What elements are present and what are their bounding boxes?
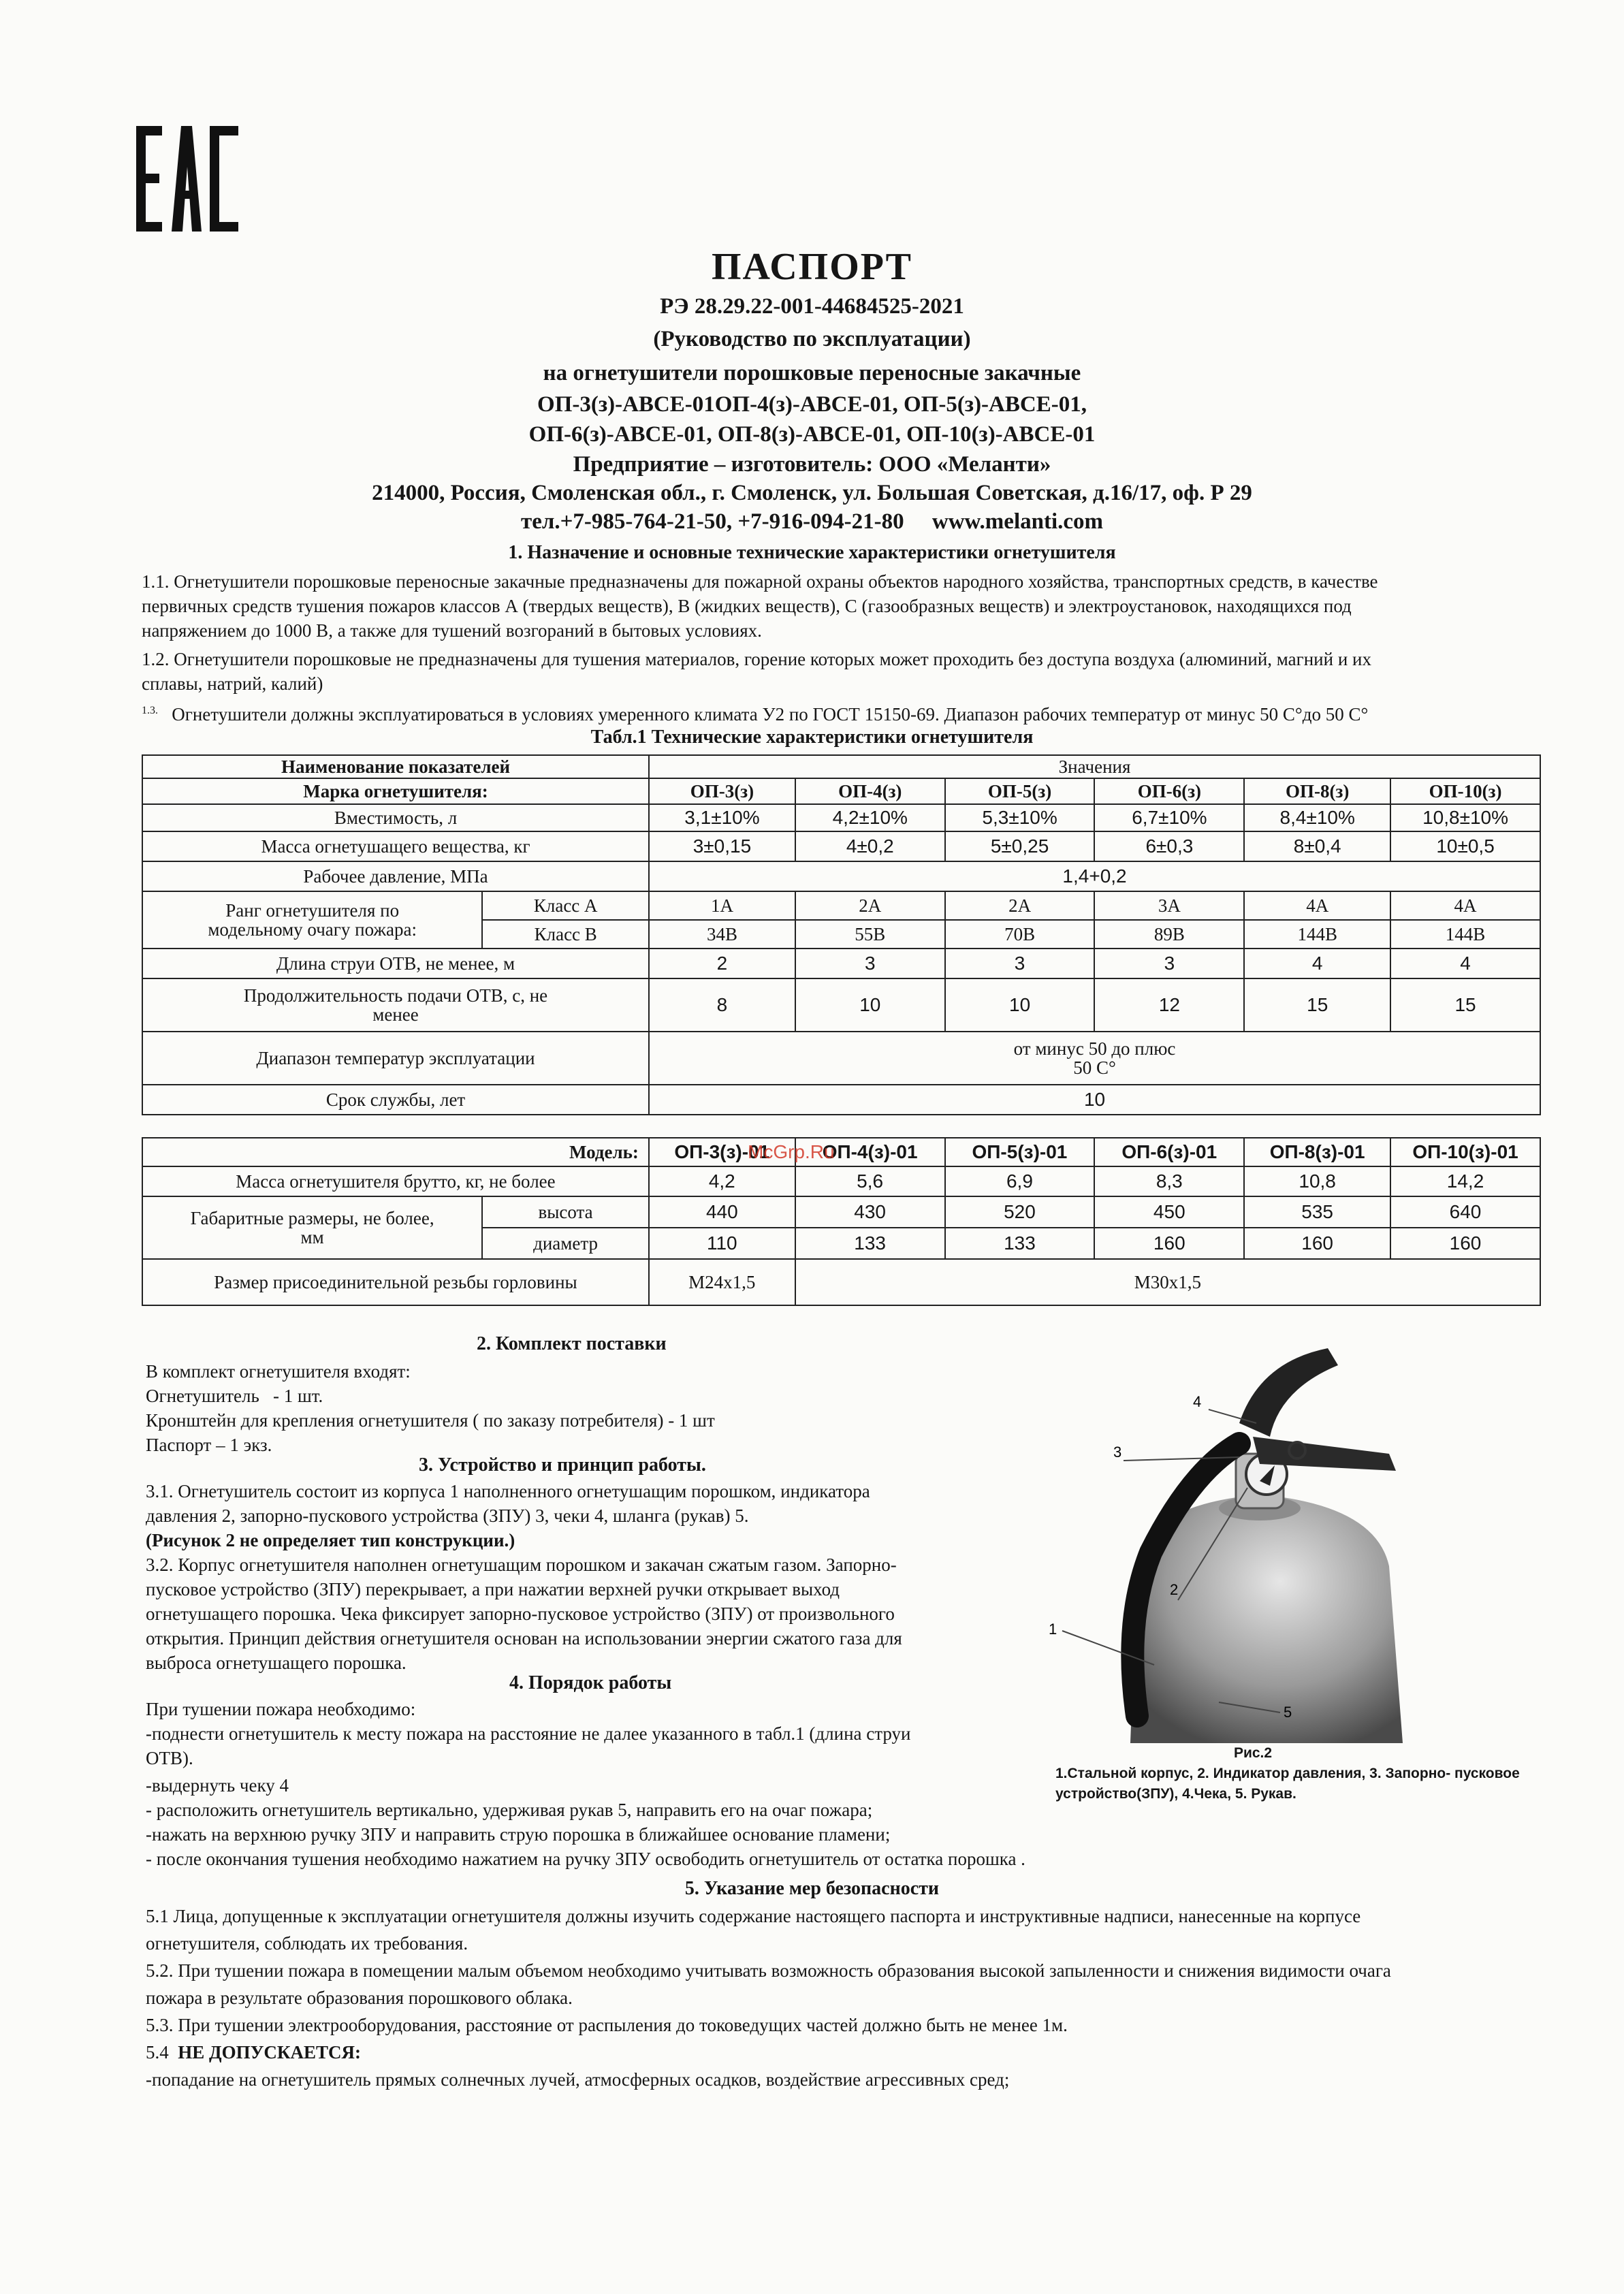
p2-line-2: сплавы, натрий, калий): [142, 673, 323, 694]
value-cell: 640: [1390, 1196, 1540, 1228]
value-cell: 160: [1390, 1228, 1540, 1259]
temp-value: [649, 1032, 1540, 1085]
section-3-title: 3. Устройство и принцип работы.: [419, 1454, 706, 1476]
row-label: Длина струи ОТВ, не менее, м: [142, 949, 649, 978]
p2-line-1: 1.2. Огнетушители порошковые не предназначены для тушения материалов, горение которых может проходить без доступа воздуха (алюминий, магний и их: [142, 649, 1371, 669]
row-label: Срок службы, лет: [142, 1085, 649, 1115]
doc-title: ПАСПОРТ: [711, 246, 912, 288]
value-cell: 2А: [795, 891, 945, 920]
spec-table: [142, 754, 1541, 1115]
section-4-title: 4. Порядок работы: [509, 1672, 672, 1693]
value-cell: 4,2±10%: [795, 804, 945, 831]
value-cell: 3,1±10%: [649, 804, 795, 831]
section-1-title: 1. Назначение и основные технические характеристики огнетушителя: [508, 542, 1116, 563]
row-label-dims: [142, 1196, 482, 1259]
value-cell: 8,3: [1094, 1166, 1244, 1196]
s2-line: В комплект огнетушителя входят:: [146, 1361, 411, 1382]
temp-line-2: 50 С°: [1073, 1057, 1116, 1078]
value-cell: 8±0,4: [1244, 831, 1390, 861]
extinguisher-figure: [1035, 1335, 1471, 1747]
value-cell: 8: [649, 978, 795, 1032]
value-cell: 3: [945, 949, 1095, 978]
p1-line-2: первичных средств тушения пожаров классов А (твердых веществ), В (жидких веществ), С (газообразных веществ) и электроустановок, находящихся под: [142, 596, 1352, 616]
value-cell: 4: [1390, 949, 1540, 978]
value-cell: 520: [945, 1196, 1095, 1228]
s2-line: Паспорт – 1 экз.: [146, 1435, 272, 1455]
value-cell: 70В: [945, 920, 1095, 949]
s3-line: (Рисунок 2 не определяет тип конструкции.): [146, 1530, 515, 1550]
section-3-text: [146, 1479, 1058, 1675]
fig-label-5: 5: [1284, 1704, 1292, 1721]
row-label: Масса огнетушителя брутто, кг, не более: [142, 1166, 649, 1196]
th-brand: Марка огнетушителя:: [142, 778, 649, 804]
value-cell: 5±0,25: [945, 831, 1095, 861]
value-cell: 3А: [1094, 891, 1244, 920]
row-label-duration: [142, 978, 649, 1032]
value-cell: 10: [649, 1085, 1540, 1115]
value-cell: 1,4+0,2: [649, 861, 1540, 891]
value-cell: 133: [945, 1228, 1095, 1259]
s5-line: 5.3. При тушении электрооборудования, расстояние от распыления до токоведущих частей должно быть не менее 1м.: [146, 2015, 1068, 2035]
rank-label-line-2: модельному очагу пожара:: [208, 919, 417, 940]
contacts: тел.+7-985-764-21-50, +7-916-094-21-80 www.melanti.com: [520, 509, 1104, 534]
s3-line: огнетушащего порошка. Чека фиксирует запорно-пусковое устройство (ЗПУ) от произвольного: [146, 1604, 895, 1624]
top-handle: [1239, 1348, 1338, 1437]
value-cell: 430: [795, 1196, 945, 1228]
s3-line: 3.1. Огнетушитель состоит из корпуса 1 наполненного огнетушащим порошком, индикатора: [146, 1481, 870, 1501]
value-cell: 15: [1390, 978, 1540, 1032]
duration-label-line-1: Продолжительность подачи ОТВ, с, не: [243, 985, 548, 1006]
caption-line-1: 1.Стальной корпус, 2. Индикатор давления, 3. Запорно- пусковое: [1055, 1766, 1520, 1781]
s5-4-text: НЕ ДОПУСКАЕТСЯ:: [178, 2042, 361, 2062]
fig-label-1: 1: [1049, 1621, 1057, 1638]
s3-line: выброса огнетушащего порошка.: [146, 1653, 407, 1673]
rank-label-line-1: Ранг огнетушителя по: [225, 900, 400, 921]
value-cell: 133: [795, 1228, 945, 1259]
th-name: Наименование показателей: [142, 755, 649, 778]
s2-line: Огнетушитель - 1 шт.: [146, 1386, 323, 1406]
value-cell: 10±0,5: [1390, 831, 1540, 861]
watermark: McGrp.Ru: [748, 1141, 835, 1162]
th-model: Модель:: [142, 1138, 649, 1166]
value-cell: 10,8±10%: [1390, 804, 1540, 831]
class-b-label: Класс В: [482, 920, 649, 949]
s5-line: 5.2. При тушении пожара в помещении малым объемом необходимо учитывать возможность образования высокой запыленности и снижения видимости очага: [146, 1960, 1391, 1981]
value-cell: 160: [1094, 1228, 1244, 1259]
table-1-title: Табл.1 Технические характеристики огнетушителя: [590, 727, 1034, 748]
p3-num: 1.3.: [142, 705, 158, 716]
value-cell: 160: [1244, 1228, 1390, 1259]
value-cell: 3: [795, 949, 945, 978]
value-cell: 5,3±10%: [945, 804, 1095, 831]
value-cell: 15: [1244, 978, 1390, 1032]
models-line-2: ОП-6(з)-АВСЕ-01, ОП-8(з)-АВСЕ-01, ОП-10(з)-АВСЕ-01: [528, 422, 1096, 447]
value-cell: 440: [649, 1196, 795, 1228]
dims-label-line-2: мм: [300, 1227, 324, 1247]
models-line-1: ОП-3(з)-АВСЕ-01ОП-4(з)-АВСЕ-01, ОП-5(з)-АВСЕ-01,: [537, 392, 1087, 417]
model-cell: ОП-10(з)-01: [1390, 1138, 1540, 1166]
s4-line: -выдернуть чеку 4: [146, 1775, 289, 1796]
s3-line: давления 2, запорно-пускового устройства (ЗПУ) 3, чеки 4, шланга (рукав) 5.: [146, 1506, 749, 1526]
caption-line-2: устройство(ЗПУ), 4.Чека, 5. Рукав.: [1055, 1786, 1296, 1802]
p1-line-1: 1.1. Огнетушители порошковые переносные закачные предназначены для пожарной охраны объектов народного хозяйства, транспортных средств, в качестве: [142, 571, 1378, 592]
model-cell: ОП-4(з)-01: [795, 1138, 945, 1166]
model-cell: ОП-4(з): [795, 778, 945, 804]
value-cell: 6,7±10%: [1094, 804, 1244, 831]
s3-line: открытия. Принцип действия огнетушителя основан на использовании энергии сжатого газа для: [146, 1628, 902, 1648]
manufacturer: Предприятие – изготовитель: ООО «Меланти»: [573, 452, 1051, 477]
doc-code: РЭ 28.29.22-001-44684525-2021: [660, 294, 964, 319]
value-cell: 5,6: [795, 1166, 945, 1196]
value-cell: 8,4±10%: [1244, 804, 1390, 831]
row-label-rank: [142, 891, 482, 949]
model-cell: ОП-8(з)-01: [1244, 1138, 1390, 1166]
duration-label-line-2: менее: [372, 1004, 419, 1025]
value-cell: 55В: [795, 920, 945, 949]
value-cell: 144В: [1244, 920, 1390, 949]
value-cell: 4,2: [649, 1166, 795, 1196]
s3-line: 3.2. Корпус огнетушителя наполнен огнетушащим порошком и закачан сжатым газом. Запорно-: [146, 1555, 897, 1575]
value-cell: М30х1,5: [795, 1259, 1540, 1305]
value-cell: 14,2: [1390, 1166, 1540, 1196]
height-label: высота: [482, 1196, 649, 1228]
row-label: Масса огнетушащего вещества, кг: [142, 831, 649, 861]
model-cell: ОП-8(з): [1244, 778, 1390, 804]
model-cell: ОП-5(з)-01: [945, 1138, 1095, 1166]
eac-mark: [136, 126, 245, 238]
s3-line: пусковое устройство (ЗПУ) перекрывает, а при нажатии верхней ручки открывает выход: [146, 1579, 840, 1599]
value-cell: 4А: [1244, 891, 1390, 920]
p3-text: Огнетушители должны эксплуатироваться в условиях умеренного климата У2 по ГОСТ 15150-69. Диапазон рабочих температур от минус 50 С°до 50 С°: [172, 704, 1369, 724]
model-cell: ОП-10(з): [1390, 778, 1540, 804]
fig-label-2: 2: [1170, 1581, 1179, 1598]
s4-line: -нажать на верхнюю ручку ЗПУ и направить струю порошка в ближайшее основание пламени;: [146, 1824, 891, 1845]
value-cell: 2: [649, 949, 795, 978]
model-cell: ОП-5(з): [945, 778, 1095, 804]
value-cell: 89В: [1094, 920, 1244, 949]
address: 214000, Россия, Смоленская обл., г. Смоленск, ул. Большая Советская, д.16/17, оф. Р 29: [372, 481, 1252, 505]
value-cell: 2А: [945, 891, 1095, 920]
value-cell: 4: [1244, 949, 1390, 978]
s4-line: ОТВ).: [146, 1748, 193, 1768]
product-line: на огнетушители порошковые переносные закачные: [543, 361, 1081, 385]
doc-subtitle: (Руководство по эксплуатации): [653, 327, 971, 351]
s5-line: 5.1 Лица, допущенные к эксплуатации огнетушителя должны изучить содержание настоящего паспорта и инструктивные надписи, нанесенные на корпусе: [146, 1906, 1361, 1926]
row-label: Диапазон температур эксплуатации: [142, 1032, 649, 1085]
class-a-label: Класс А: [482, 891, 649, 920]
s5-4-num: 5.4: [146, 2042, 169, 2062]
section-5-text: [146, 1902, 1548, 2093]
th-values: Значения: [649, 755, 1540, 778]
value-cell: М24х1,5: [649, 1259, 795, 1305]
figure-caption: [1055, 1743, 1532, 1804]
fig-label-3: 3: [1113, 1444, 1122, 1461]
s4-line: - расположить огнетушитель вертикально, удерживая рукав 5, направить его на очаг пожара;: [146, 1800, 873, 1820]
fig-label-4: 4: [1193, 1393, 1202, 1410]
row-label: Вместимость, л: [142, 804, 649, 831]
caption-title: Рис.2: [1233, 1745, 1273, 1761]
value-cell: 3: [1094, 949, 1244, 978]
value-cell: 535: [1244, 1196, 1390, 1228]
model-cell: ОП-3(з)-01: [649, 1138, 795, 1166]
value-cell: 450: [1094, 1196, 1244, 1228]
value-cell: 4А: [1390, 891, 1540, 920]
value-cell: 4±0,2: [795, 831, 945, 861]
diameter-label: диаметр: [482, 1228, 649, 1259]
section-2-title: 2. Комплект поставки: [477, 1333, 667, 1354]
value-cell: 10: [795, 978, 945, 1032]
value-cell: 6,9: [945, 1166, 1095, 1196]
s5-line: огнетушителя, соблюдать их требования.: [146, 1933, 468, 1954]
value-cell: 34В: [649, 920, 795, 949]
section-2-text: [146, 1359, 1051, 1457]
section-5-title: 5. Указание мер безопасности: [684, 1878, 940, 1899]
value-cell: 6±0,3: [1094, 831, 1244, 861]
value-cell: 3±0,15: [649, 831, 795, 861]
value-cell: 110: [649, 1228, 795, 1259]
s4-line: - после окончания тушения необходимо нажатием на ручку ЗПУ освободить огнетушитель от остатка порошка .: [146, 1849, 1025, 1869]
model-cell: ОП-6(з): [1094, 778, 1244, 804]
model-table: [142, 1137, 1541, 1306]
value-cell: 12: [1094, 978, 1244, 1032]
s5-line: пожара в результате образования порошкового облака.: [146, 1988, 573, 2008]
s2-line: Кронштейн для крепления огнетушителя ( по заказу потребителя) - 1 шт: [146, 1410, 715, 1431]
temp-line-1: от минус 50 до плюс: [1013, 1038, 1176, 1059]
value-cell: 10: [945, 978, 1095, 1032]
section-1-text: [142, 569, 1544, 727]
model-cell: ОП-6(з)-01: [1094, 1138, 1244, 1166]
value-cell: 144В: [1390, 920, 1540, 949]
value-cell: 1А: [649, 891, 795, 920]
extinguisher-illustration: [1035, 1335, 1471, 1743]
s4-line: При тушении пожара необходимо:: [146, 1699, 416, 1719]
eac-logo-icon: [136, 126, 245, 235]
p1-line-3: напряжением до 1000 В, а также для тушений возгораний в бытовых условиях.: [142, 620, 762, 641]
value-cell: 10,8: [1244, 1166, 1390, 1196]
row-label: Размер присоединительной резьбы горловины: [142, 1259, 649, 1305]
row-label: Рабочее давление, МПа: [142, 861, 649, 891]
dims-label-line-1: Габаритные размеры, не более,: [190, 1208, 434, 1228]
s4-line: -поднести огнетушитель к месту пожара на расстояние не далее указанного в табл.1 (длина струи: [146, 1723, 911, 1744]
model-cell: ОП-3(з): [649, 778, 795, 804]
s5-line: -попадание на огнетушитель прямых солнечных лучей, атмосферных осадков, воздействие агрессивных сред;: [146, 2069, 1010, 2090]
